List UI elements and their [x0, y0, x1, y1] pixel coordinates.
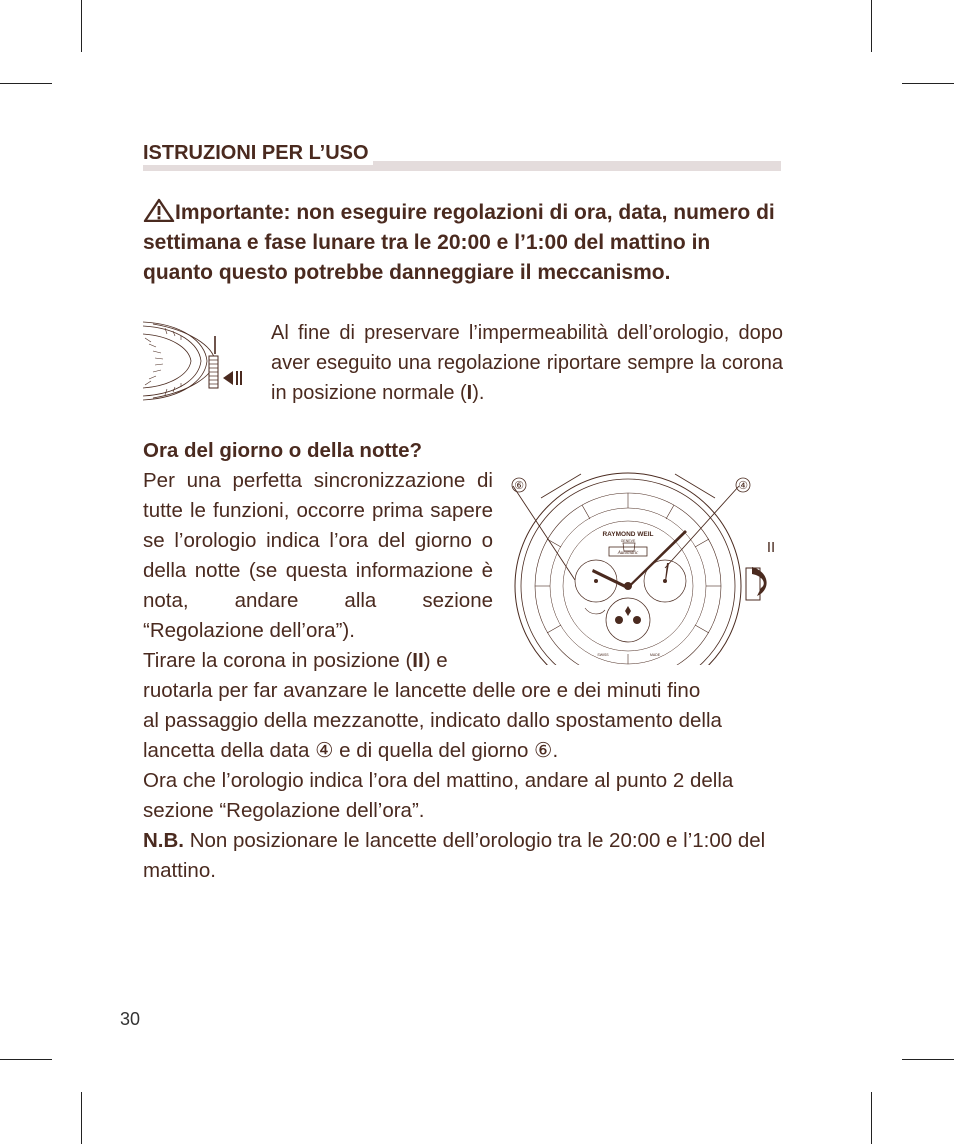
day-night-heading: Ora del giorno o della notte?: [143, 439, 423, 462]
watch-crown-position-label: II: [766, 539, 776, 556]
watch-city: GENEVE: [620, 539, 636, 543]
nb-text: Non posizionare le lancette dell’orologio tra le 20:00 e l’1:00 del mattino.: [143, 829, 766, 882]
crop-mark: [0, 1059, 52, 1060]
page-number: 30: [120, 1009, 141, 1029]
crop-mark: [0, 83, 52, 84]
crop-mark: [871, 1092, 872, 1144]
nb-note: [143, 826, 783, 886]
crop-mark: [81, 0, 82, 52]
morning-paragraph: Ora che l’orologio indica l’ora del mattino, andare al punto 2 della sezione “Regolazione dell’ora”.: [143, 769, 734, 822]
warning-note: [143, 198, 783, 288]
crown-position-note: [271, 318, 783, 408]
section-title: ISTRUZIONI PER L’USO: [143, 141, 373, 165]
watch-swiss: SWISS: [597, 653, 609, 657]
crown-pull-tail: ) e: [423, 649, 448, 672]
day-night-paragraph: Per una perfetta sincronizzazione di tutte le funzioni, occorre prima sapere se l’orologio indica l’ora del giorno o della notte (se questa informazione è nota, andare alla sezione “Regolazione dell’ora”).: [143, 469, 493, 642]
crop-mark: [81, 1092, 82, 1144]
advance-line-3: lancetta della data ④ e di quella del giorno ⑥.: [143, 739, 559, 762]
warning-text: Importante: non eseguire regolazioni di ora, data, numero di settimana e fase lunare tra le 20:00 e l’1:00 del mattino in quanto questo potrebbe danneggiare il meccanismo.: [143, 201, 775, 284]
watch-made: MADE: [649, 653, 661, 657]
advance-instructions: [143, 676, 783, 886]
crown-pull-position: II: [412, 649, 424, 672]
crown-position-illustration: [143, 320, 253, 402]
nb-label: N.B.: [143, 829, 184, 852]
watch-model: Automatic: [617, 551, 639, 556]
watch-brand: RAYMOND WEIL: [602, 531, 654, 538]
crop-mark: [902, 1059, 954, 1060]
crown-pull-text: Tirare la corona in posizione (: [143, 649, 413, 672]
crown-position-label: I: [466, 382, 473, 404]
crown-pull-line: [143, 646, 493, 676]
section-header: [143, 141, 781, 173]
date-hand-callout-6: ⑥: [514, 479, 524, 492]
crown-note-tail: ).: [472, 382, 485, 404]
advance-line-1: ruotarla per far avanzare le lancette delle ore e dei minuti fino: [143, 679, 701, 702]
watch-dial-illustration: [505, 468, 785, 668]
crop-mark: [871, 0, 872, 52]
advance-line-2: al passaggio della mezzanotte, indicato dallo spostamento della: [143, 709, 722, 732]
crown-note-text: Al fine di preservare l’impermeabilità dell’orologio, dopo aver eseguito una regolazione riportare sempre la corona in posizione normale (: [271, 322, 783, 404]
date-hand-callout-4: ④: [738, 479, 748, 492]
crop-mark: [902, 83, 954, 84]
warning-triangle-icon: [143, 198, 175, 222]
